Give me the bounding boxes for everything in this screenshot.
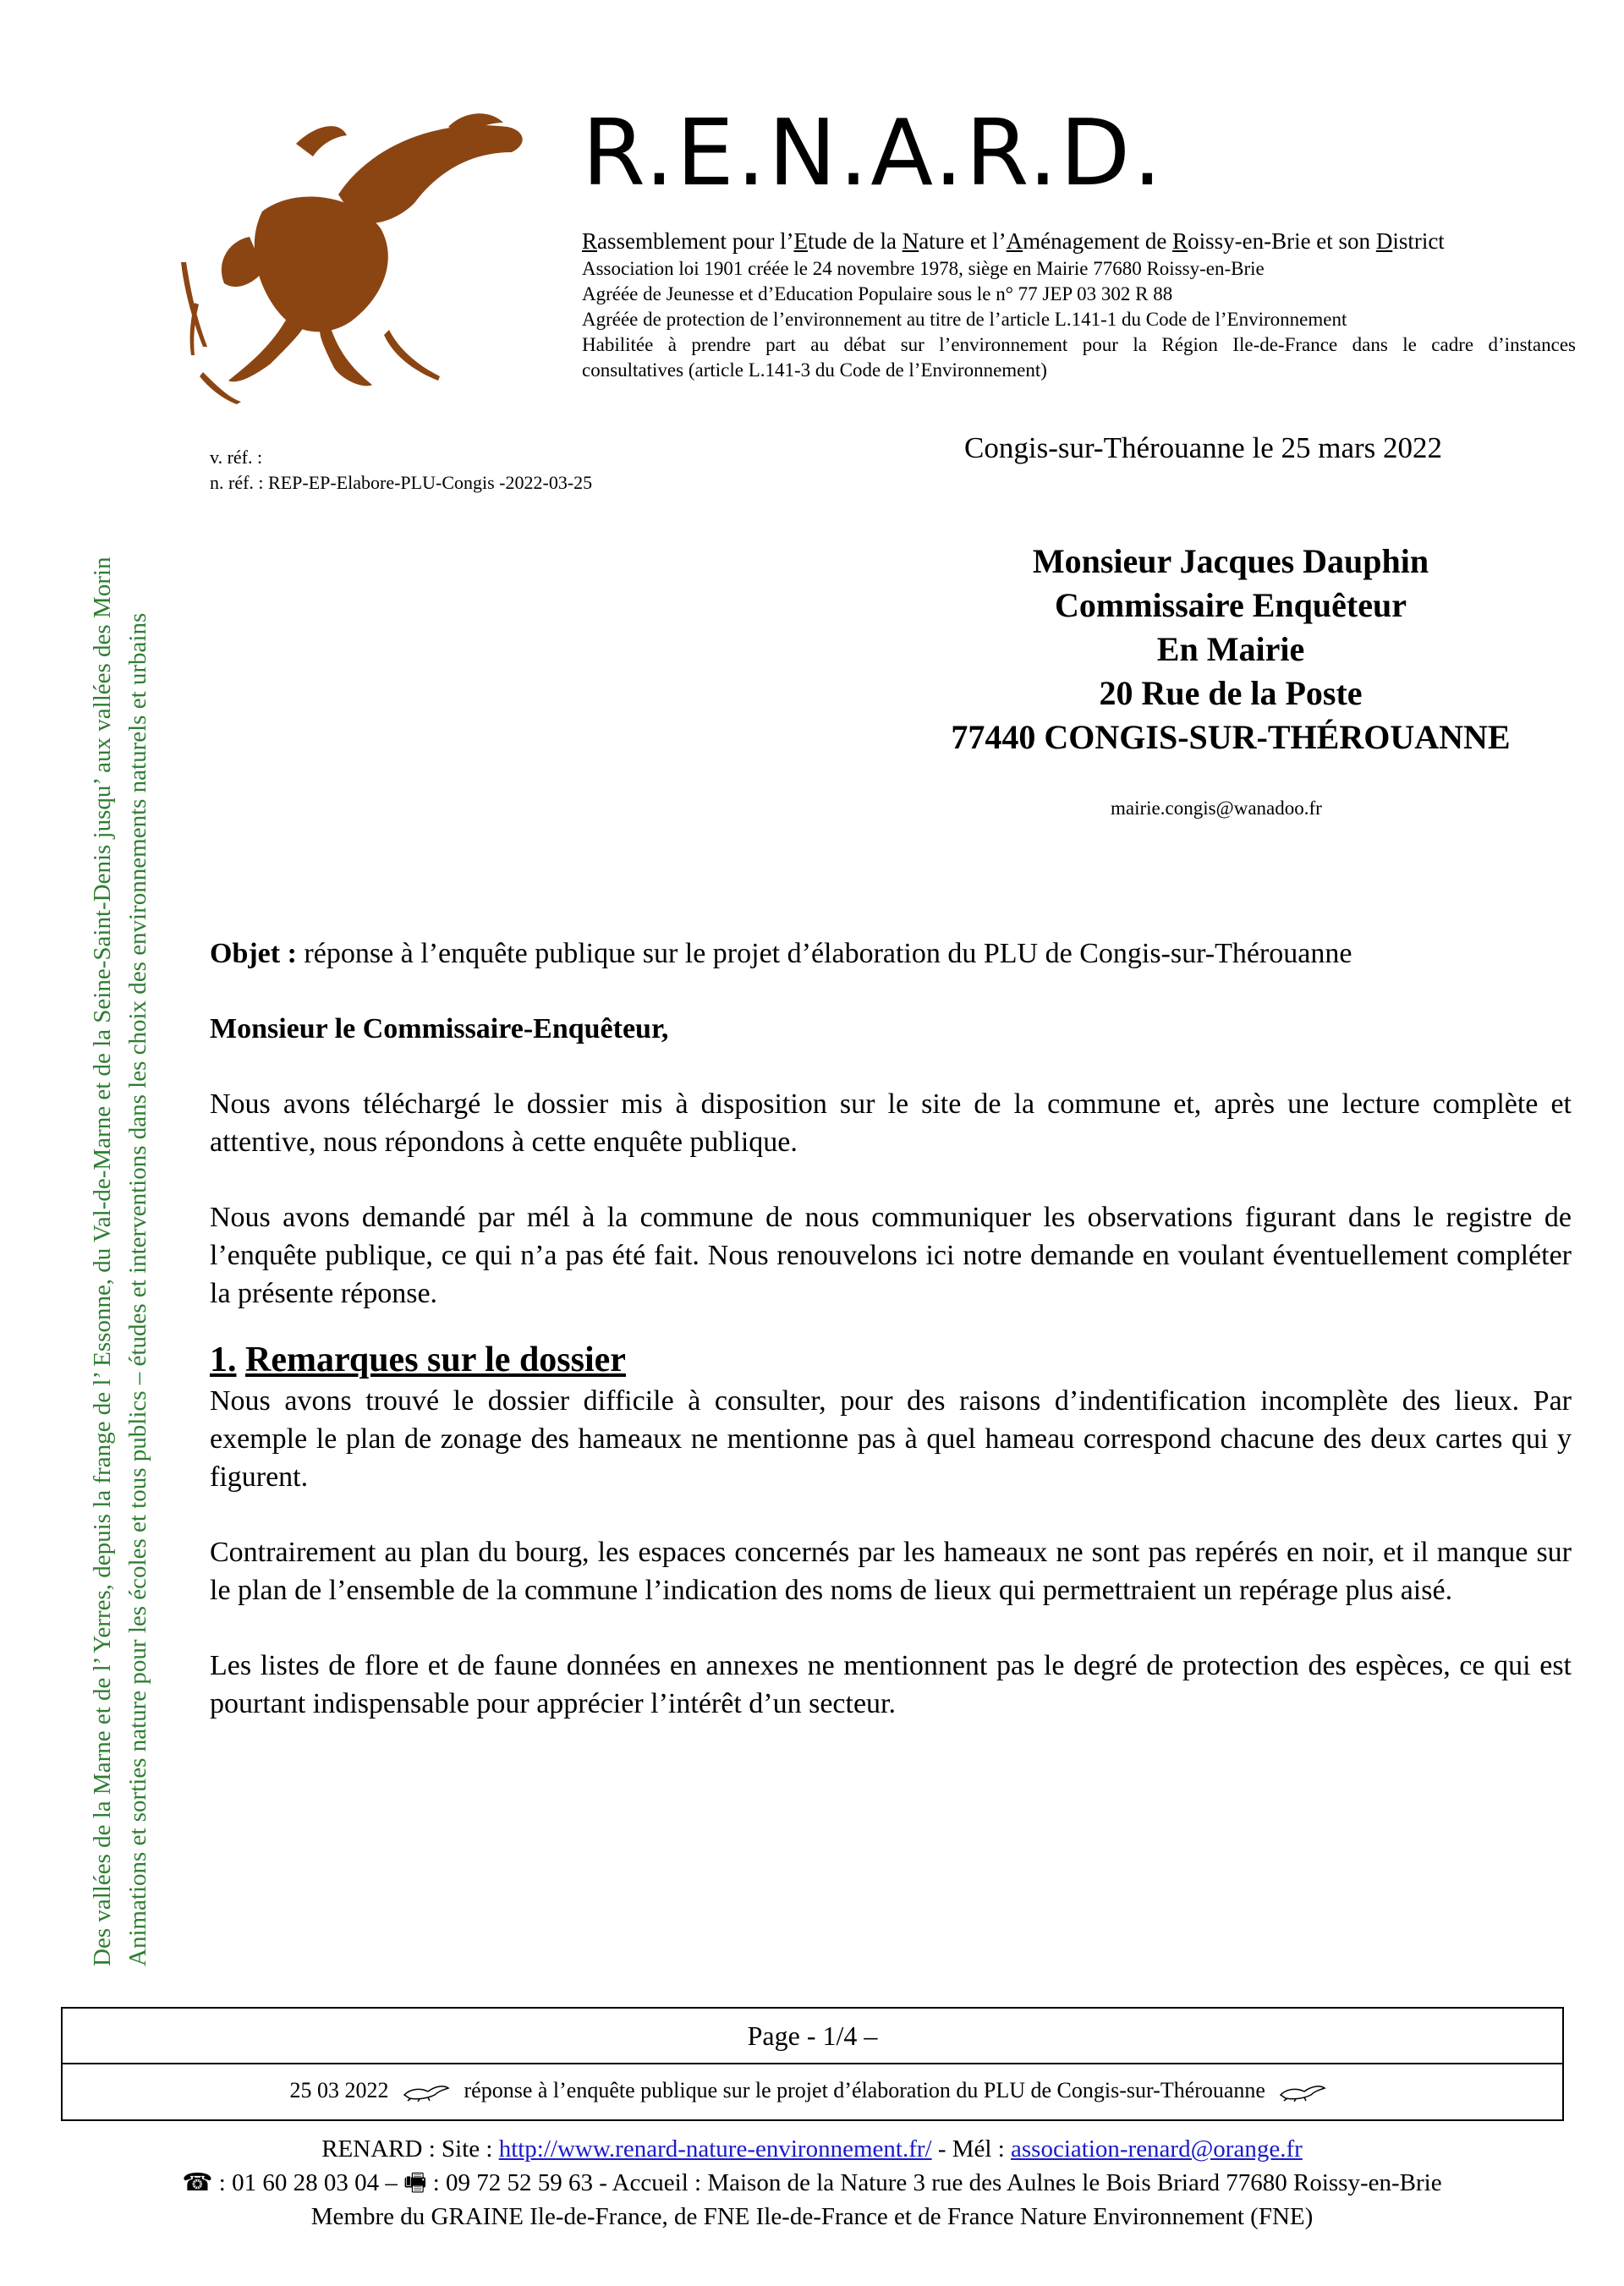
subject-text: réponse à l’enquête publique sur le projet d’élaboration du PLU de Congis-sur-Thérouanne	[296, 938, 1352, 969]
footer-divider	[63, 2063, 1562, 2064]
fox-icon	[1279, 2083, 1326, 2102]
your-reference: v. réf. :	[210, 447, 263, 468]
membership-line: Membre du GRAINE Ile-de-France, de FNE Ile-de-France et de France Nature Environnement (FNE)	[310, 2203, 1314, 2230]
footer-date: 25 03 2022	[289, 2078, 389, 2102]
contact-phone-line: ☎ : 01 60 28 03 04 – 🖷 : 09 72 52 59 63 - Accueil : Maison de la Nature 3 rue des Aulnes le Bois Briard 77680 Roissy-en-Brie	[182, 2169, 1442, 2196]
header-info-line: Association loi 1901 créée le 24 novembre 1978, siège en Mairie 77680 Roissy-en-Brie	[582, 258, 1265, 279]
section-title: Remarques sur le dossier	[245, 1340, 626, 1379]
page-footer-box	[61, 2007, 1564, 2121]
addressee-line: 77440 CONGIS-SUR-THÉROUANNE	[951, 718, 1511, 756]
side-tagline-line: Animations et sorties nature pour les écoles et tous publics – études et interventions dans les choix des environnements naturels et urbains	[124, 612, 151, 1966]
fox-icon	[403, 2083, 450, 2102]
organization-brand: R.E.N.A.R.D.	[582, 101, 1165, 206]
addressee-line: 20 Rue de la Poste	[1099, 674, 1363, 712]
website-link[interactable]: http://www.renard-nature-environnement.fr/	[498, 2135, 932, 2163]
header-info-line: Agréée de protection de l’environnement au titre de l’article L.141-1 du Code de l’Environnement	[582, 309, 1347, 330]
body-paragraph: Les listes de flore et de faune données en annexes ne mentionnent pas le degré de protection des espèces, ce qui est pourtant indispensable pour apprécier l’intérêt d’un secteur.	[210, 1650, 1572, 1719]
body-paragraph: Nous avons téléchargé le dossier mis à disposition sur le site de la commune et, après une lecture complète et attentive, nous répondons à cette enquête publique.	[210, 1088, 1572, 1158]
salutation: Monsieur le Commissaire-Enquêteur,	[210, 1013, 669, 1044]
addressee-block	[829, 540, 1624, 759]
body-paragraph: Contrairement au plan du bourg, les espaces concernés par les hameaux ne sont pas repérés en noir, et il manque sur le plan de l’ensemble de la commune l’indication des noms de lieux qui permettraient un repérage plus aisé.	[210, 1537, 1572, 1606]
footer-reference	[63, 2078, 1562, 2103]
side-tagline	[85, 423, 161, 1966]
organization-fullname: Rassemblement pour l’Etude de la Nature et l’Aménagement de Roissy-en-Brie et son District	[582, 228, 1445, 254]
fox-logo	[169, 93, 533, 406]
header-info-line: Habilitée à prendre part au débat sur l’environnement pour la Région Ile-de-France dans le cadre d’instances	[582, 334, 1576, 355]
letter-date: Congis-sur-Thérouanne le 25 mars 2022	[964, 431, 1443, 464]
addressee-line: Monsieur Jacques Dauphin	[1032, 542, 1429, 580]
letter-body	[210, 935, 1572, 1760]
addressee-email: mairie.congis@wanadoo.fr	[1111, 798, 1322, 819]
email-link[interactable]: association-renard@orange.fr	[1011, 2135, 1303, 2163]
phone-icon: ☎	[182, 2169, 213, 2196]
footer-ref-text: réponse à l’enquête publique sur le projet d’élaboration du PLU de Congis-sur-Thérouanne	[464, 2078, 1265, 2102]
body-paragraph: Nous avons demandé par mél à la commune de nous communiquer les observations figurant dans le registre de l’enquête publique, ce qui n’a pas été fait. Nous renouvelons ici notre demande en voulant éventuellement compléter la présente réponse.	[210, 1202, 1572, 1309]
addressee-line: En Mairie	[1156, 630, 1305, 668]
contact-site-line: RENARD : Site : http://www.renard-nature-environnement.fr/ - Mél : association-renard@orange.fr	[321, 2135, 1303, 2163]
fax-icon: 🖷	[403, 2169, 427, 2196]
our-reference: n. réf. : REP-EP-Elabore-PLU-Congis -2022-03-25	[210, 472, 593, 493]
side-tagline-line: Des vallées de la Marne et de l’ Yerres, depuis la frange de l’ Essonne, du Val-de-Marne et de la Seine-Saint-Denis jusqu’ aux vallées des Morin	[89, 556, 116, 1966]
header-info-line: Agréée de Jeunesse et d’Education Populaire sous le n° 77 JEP 03 302 R 88	[582, 283, 1173, 304]
body-paragraph: Nous avons trouvé le dossier difficile à consulter, pour des raisons d’indentification incomplète des lieux. Par exemple le plan de zonage des hameaux ne mentionne pas à quel hameau correspond chacune des deux cartes qui y figurent.	[210, 1385, 1572, 1493]
addressee-line: Commissaire Enquêteur	[1055, 586, 1407, 624]
header-info-line: consultatives (article L.141-3 du Code de l’Environnement)	[582, 359, 1047, 381]
subject-label: Objet :	[210, 938, 297, 969]
page-number: Page - 1/4 –	[747, 2020, 878, 2051]
section-number: 1.	[210, 1340, 237, 1379]
subject-line	[210, 935, 1572, 973]
section-heading	[210, 1338, 1572, 1382]
